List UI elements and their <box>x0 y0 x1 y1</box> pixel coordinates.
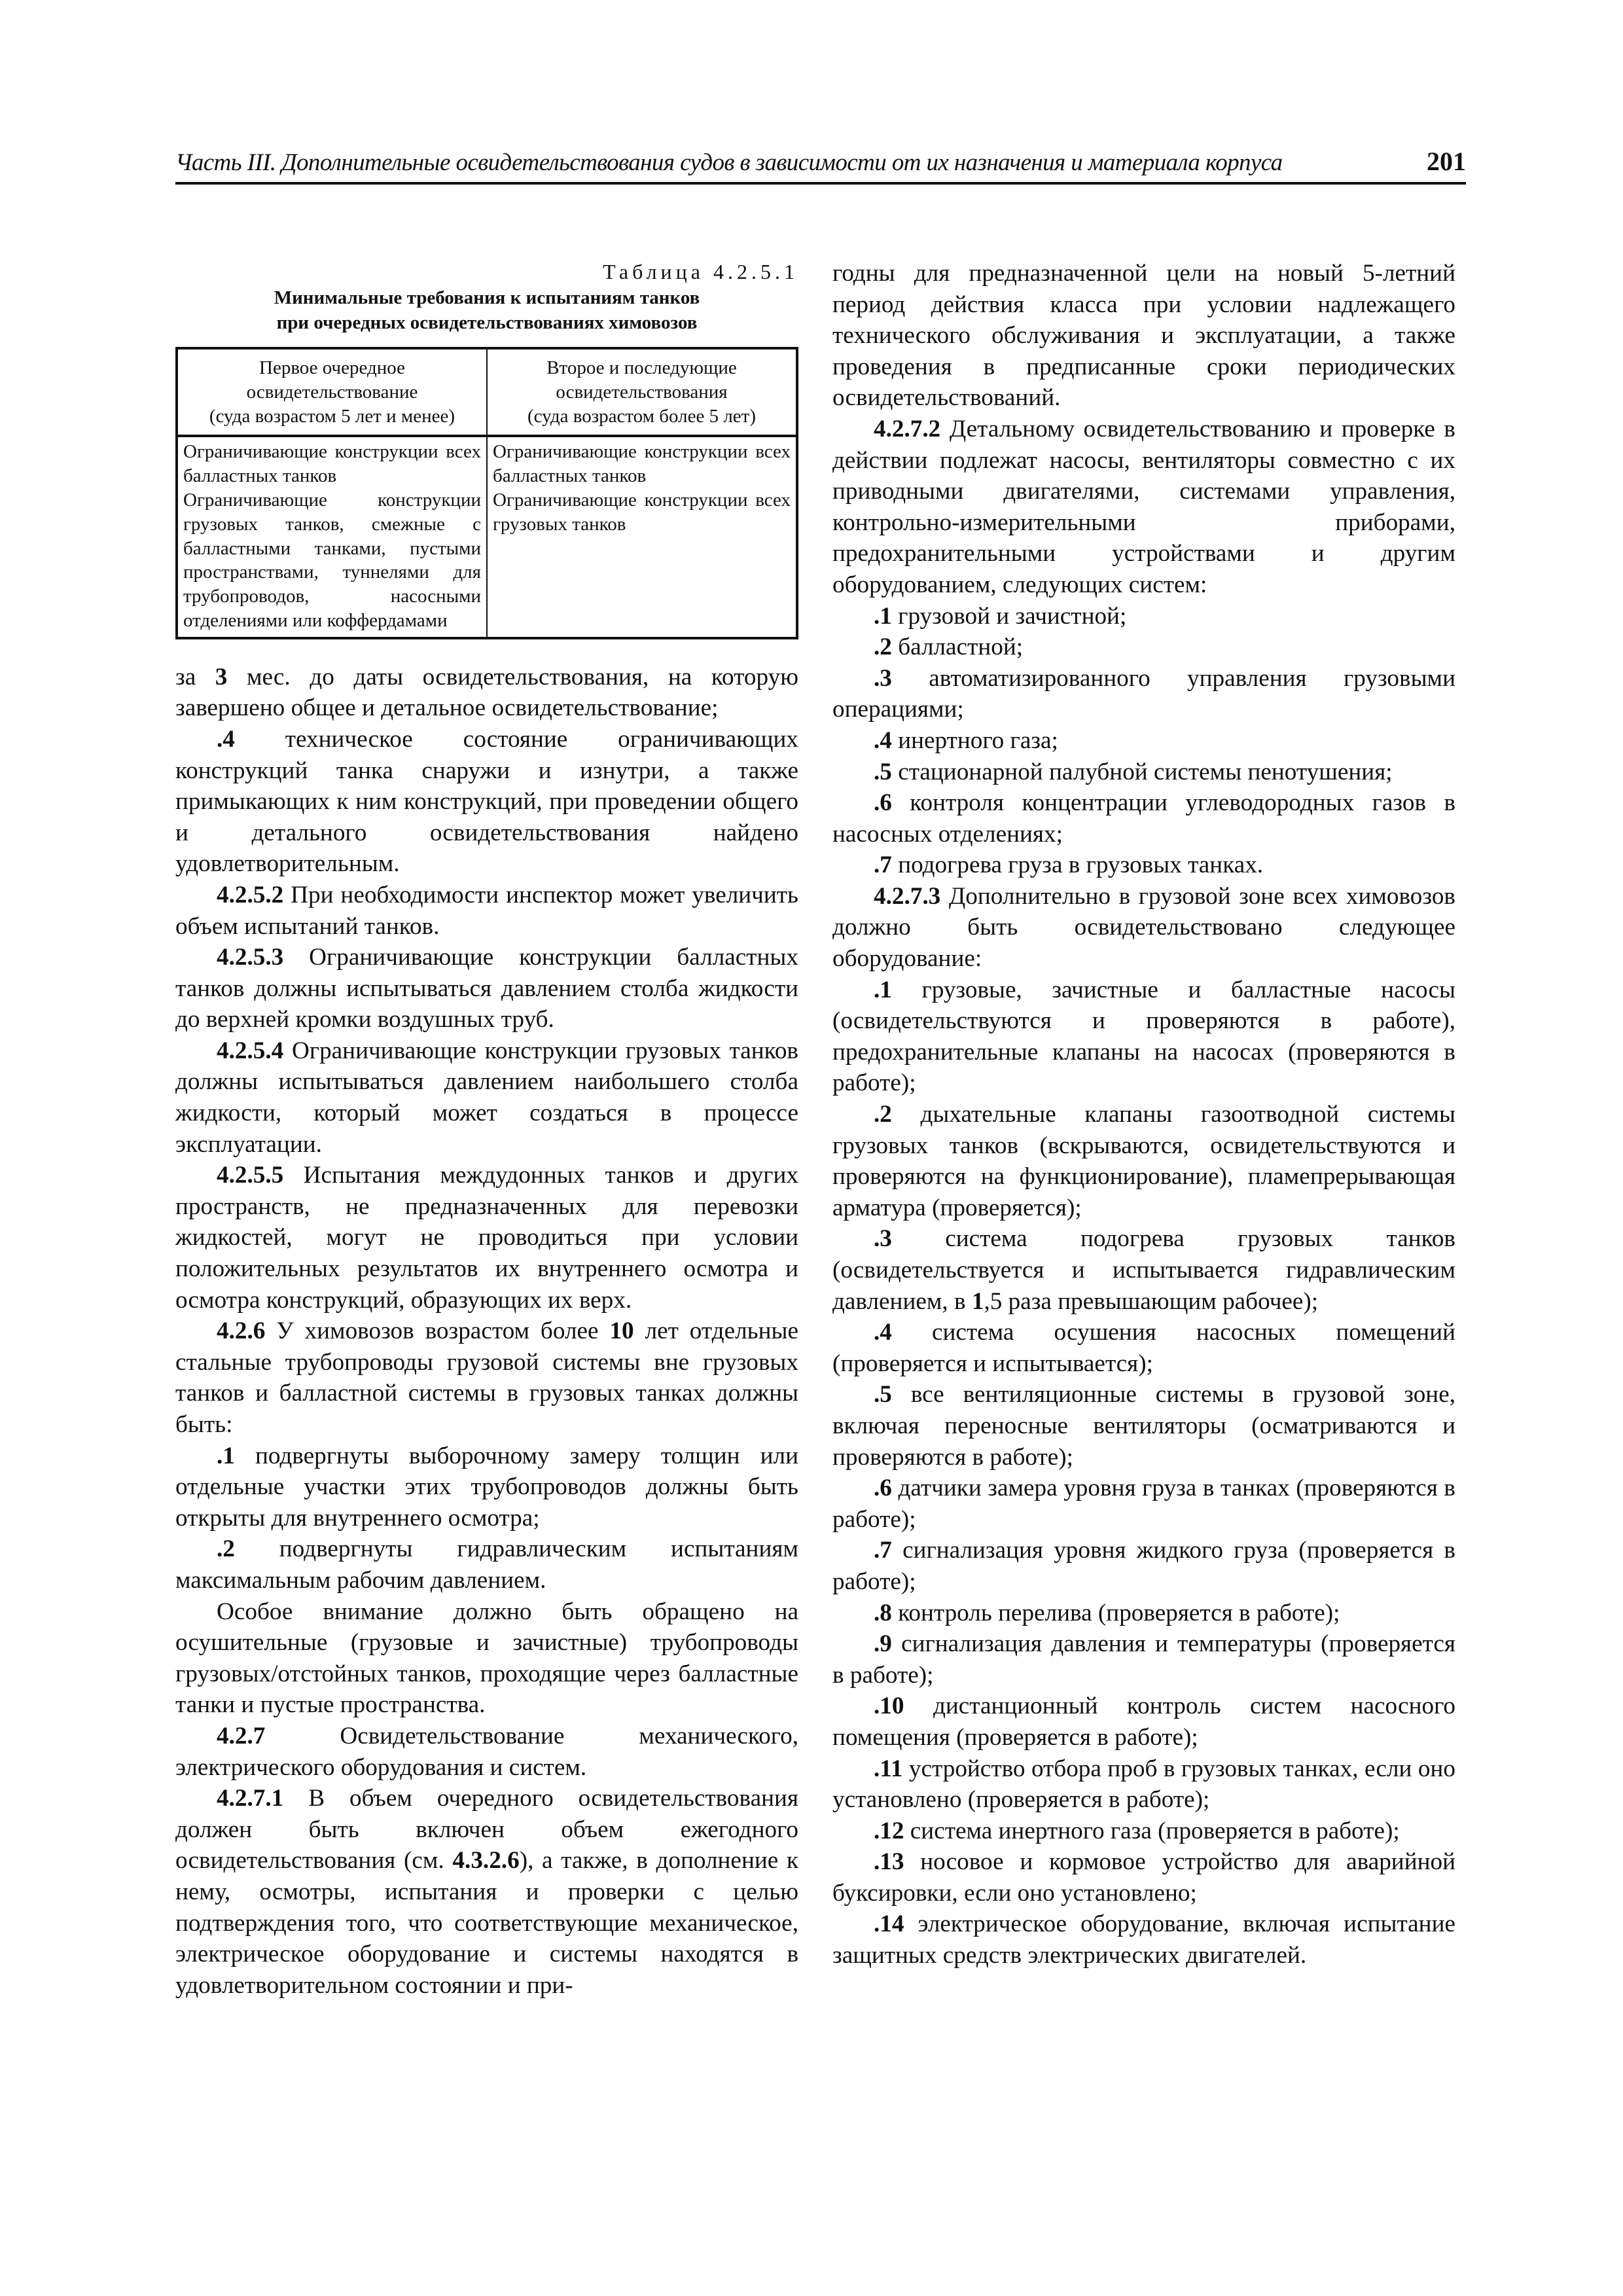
table-title-line-1: Минимальные требования к испытаниям танков <box>274 287 700 308</box>
list-item: .12 система инертного газа (проверяется в работе); <box>874 1817 1400 1844</box>
list-item: .10 дистанционный контроль систем насосного помещения (проверяется в работе); <box>832 1693 1455 1751</box>
table-header-row <box>177 348 797 436</box>
table-title-line-2: при очередных освидетельствованиях химовозов <box>276 312 698 333</box>
paragraph: годны для предназначенной цели на новый 5-летний период действия класса при условии надлежащего технического обслуживания и эксплуатации, а также проведения в предписанные сроки периодических освидетельствований. <box>832 260 1455 412</box>
left-column <box>175 258 798 2001</box>
paragraph: 4.2.7.3 Дополнительно в грузовой зоне всех химовозов должно быть освидетельствовано следующее оборудование: <box>832 882 1455 973</box>
table-cell-item: Ограничивающие конструкции всех балластных танков <box>183 441 481 487</box>
list-item: .4 система осушения насосных помещений (проверяется и испытывается); <box>832 1319 1455 1377</box>
paragraph: за 3 мес. до даты освидетельствования, на которую завершено общее и детальное освидетельствование; <box>175 663 798 722</box>
paragraph: Особое внимание должно быть обращено на осушительные (грузовые и зачистные) трубопроводы грузовых/отстойных танков, проходящие через балластные танки и пустые пространства. <box>175 1598 798 1719</box>
list-item: .3 система подогрева грузовых танков (освидетельствуется и испытывается гидравлическим давлением, в 1,5 раза превышающим рабочее); <box>832 1225 1455 1315</box>
requirements-table <box>175 347 798 639</box>
paragraph: .1 подвергнуты выборочному замеру толщин или отдельные участки этих трубопроводов должны быть открыты для внутреннего осмотра; <box>175 1442 798 1532</box>
table-row <box>177 436 797 637</box>
running-header <box>175 143 1466 185</box>
paragraph: 4.2.6 У химовозов возрастом более 10 лет отдельные стальные трубопроводы грузовой системы вне грузовых танков и балластной системы в грузовых танках должны быть: <box>175 1318 799 1439</box>
list-item: .2 балластной; <box>874 634 1024 661</box>
cross-reference-link[interactable]: 4.3.2.6 <box>452 1847 520 1874</box>
list-item: .7 подогрева груза в грузовых танках. <box>874 852 1264 879</box>
table-cell-item: Ограничивающие конструкции всех грузовых танков <box>493 489 791 535</box>
paragraph: 4.2.5.5 Испытания междудонных танков и других пространств, не предназначенных для перевозки жидкостей, могут не проводиться при условии положительных результатов их внутреннего осмотра и осмотра конструкций, образующих их верх. <box>175 1162 798 1314</box>
page-number: 201 <box>1427 147 1466 176</box>
list-item: .8 контроль перелива (проверяется в работе); <box>874 1599 1340 1626</box>
paragraph: 4.2.5.3 Ограничивающие конструкции балластных танков должны испытываться давлением столба жидкости до верхней кромки воздушных труб. <box>175 944 798 1033</box>
table-cell-subsequent-surveys <box>487 436 797 637</box>
paragraph: 4.2.7.1 В объем очередного освидетельствования должен быть включен объем ежегодного освидетельствования (см. 4.3.2.6), а также, в дополнение к нему, осмотры, испытания и проверки с целью подтверждения того, что соответствующие механическое, электрическое оборудование и системы находятся в удовлетворительном состоянии и при- <box>175 1785 799 1999</box>
list-item: .1 грузовой и зачистной; <box>874 602 1127 630</box>
table-header-subsequent-surveys: Второе и последующие освидетельствования (суда возрастом более 5 лет) <box>487 348 797 436</box>
paragraph: 4.2.5.2 При необходимости инспектор может увеличить объем испытаний танков. <box>175 881 798 940</box>
table-caption: Таблица 4.2.5.1 <box>603 260 798 283</box>
paragraph: .2 подвергнуты гидравлическим испытаниям максимальным рабочим давлением. <box>175 1535 798 1594</box>
list-item: .1 грузовые, зачистные и балластные насосы (освидетельствуются и проверяются в работе), предохранительные клапаны на насосах (проверяются в работе); <box>832 976 1455 1097</box>
list-item: .3 автоматизированного управления грузовыми операциями; <box>832 664 1455 723</box>
list-item: .5 стационарной палубной системы пенотушения; <box>874 758 1393 785</box>
header-title: Часть III. Дополнительные освидетельствования судов в зависимости от их назначения и материала корпуса <box>175 149 1283 176</box>
list-item: .9 сигнализация давления и температуры (проверяется в работе); <box>832 1630 1455 1689</box>
list-item: .5 все вентиляционные системы в грузовой зоне, включая переносные вентиляторы (осматриваются и проверяются в работе); <box>832 1381 1455 1471</box>
list-item: .13 носовое и кормовое устройство для аварийной буксировки, если оно установлено; <box>832 1848 1455 1907</box>
list-item: .4 инертного газа; <box>874 726 1058 754</box>
left-body-text <box>175 662 798 2001</box>
paragraph: 4.2.7 Освидетельствование механического, электрического оборудования и систем. <box>175 1722 798 1781</box>
list-item: .14 электрическое оборудование, включая испытание защитных средств электрических двигателей. <box>832 1910 1455 1969</box>
list-item: .6 контроля концентрации углеводородных газов в насосных отделениях; <box>832 789 1455 848</box>
paragraph: .4 техническое состояние ограничивающих конструкций танка снаружи и изнутри, а также примыкающих к ним конструкций, при проведении общего и детального освидетельствования найдено удовлетворительным. <box>175 725 798 878</box>
list-item: .2 дыхательные клапаны газоотводной системы грузовых танков (вскрываются, освидетельствуются и проверяются на функционирование), пламепрерывающая арматура (проверяется); <box>832 1101 1455 1221</box>
table-cell-item: Ограничивающие конструкции всех балластных танков <box>493 441 791 487</box>
list-item: .6 датчики замера уровня груза в танках (проверяются в работе); <box>832 1475 1455 1533</box>
table-cell-first-survey <box>177 436 487 637</box>
list-item: .7 сигнализация уровня жидкого груза (проверяется в работе); <box>832 1537 1455 1595</box>
right-column <box>832 258 1455 1971</box>
table-header-first-survey: Первое очередное освидетельствование (суда возрастом 5 лет и менее) <box>177 348 487 436</box>
paragraph: 4.2.5.4 Ограничивающие конструкции грузовых танков должны испытываться давлением наибольшего столба жидкости, который может создаться в процессе эксплуатации. <box>175 1037 798 1158</box>
table-cell-item: Ограничивающие конструкции грузовых танков, смежные с балластными танками, пустыми пространствами, туннелями для трубопроводов, насосными отделениями или коффердамами <box>183 489 481 631</box>
paragraph: 4.2.7.2 Детальному освидетельствованию и проверке в действии подлежат насосы, вентиляторы совместно с их приводными двигателями, системами управления, контрольно-измерительными приборами, предохранительными устройствами и другим оборудованием, следующих систем: <box>832 415 1455 598</box>
list-item: .11 устройство отбора проб в грузовых танках, если оно установлено (проверяется в работе); <box>832 1755 1455 1814</box>
